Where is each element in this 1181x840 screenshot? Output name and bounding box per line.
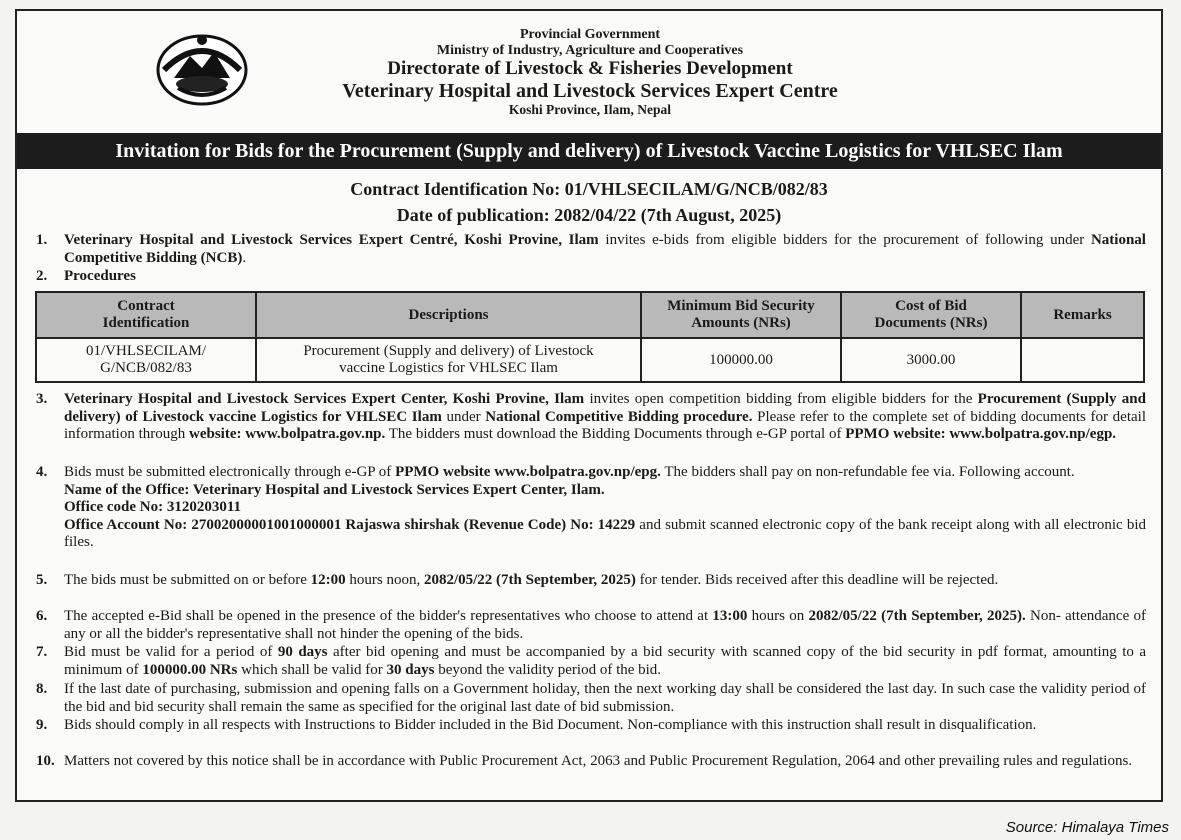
item-number: 6. xyxy=(36,608,48,624)
item-bold: 30 days xyxy=(386,661,435,678)
item-bold: website: www.bolpatra.gov.np. xyxy=(188,426,386,442)
item-3 xyxy=(36,391,1146,444)
item-number: 1. xyxy=(36,232,48,248)
item-text: . xyxy=(242,249,247,266)
item-text: which shall be valid for xyxy=(237,661,387,678)
item-text: The bids must be submitted on or before xyxy=(64,572,311,588)
item-bold: 100000.00 NRs xyxy=(142,661,238,678)
item-text: Non- attendance of any or all the bidder's representative shall not hinder the opening of the bids. xyxy=(64,608,1146,642)
item-text: The bidders must download the Bidding Documents through e-GP portal of xyxy=(385,426,846,442)
item-number: 9. xyxy=(36,717,48,733)
item-bold: National Competitive Bidding (NCB) xyxy=(64,232,1146,266)
header-line-2: Ministry of Industry, Agriculture and Cooperatives xyxy=(436,42,744,58)
table-row xyxy=(36,338,1144,382)
item-number: 4. xyxy=(36,464,48,480)
item-bold: PPMO website: www.bolpatra.gov.np/egp. xyxy=(845,426,1117,442)
item-text: beyond the validity period of the bid. xyxy=(434,661,662,678)
item-bold: PPMO website www.bolpatra.gov.np/epg. xyxy=(395,464,661,480)
item-number: 7. xyxy=(36,644,48,660)
item-text: Bid must be valid for a period of xyxy=(64,644,278,660)
header-bid-security: Minimum Bid Security Amounts (NRs) xyxy=(641,292,841,338)
item-9 xyxy=(36,717,1146,735)
header-cost: Cost of Bid Documents (NRs) xyxy=(841,292,1021,338)
header-line-5: Koshi Province, Ilam, Nepal xyxy=(508,102,672,117)
item-text: hours on xyxy=(747,608,809,624)
cell-contract-id: 01/VHLSECILAM/ G/NCB/082/83 xyxy=(36,338,256,382)
office-account: Office Account No: 27002000001001000001 Rajaswa shirshak (Revenue Code) No: 14229 xyxy=(64,516,636,533)
procedures-table xyxy=(35,291,1145,383)
item-bold: 12:00 xyxy=(310,572,346,588)
item-text: hours noon, xyxy=(345,572,424,588)
header-line-3: Directorate of Livestock & Fisheries Development xyxy=(387,58,793,80)
header-descriptions: Descriptions xyxy=(256,292,641,338)
header-remarks: Remarks xyxy=(1021,292,1144,338)
cell-remarks xyxy=(1021,338,1144,382)
item-text: The accepted e-Bid shall be opened in the presence of the bidder's representatives who choose to attend at xyxy=(64,608,713,624)
item-6 xyxy=(36,608,1146,643)
item-bold: Veterinary Hospital and Livestock Services Expert Centré, Koshi Provine, Ilam xyxy=(64,232,599,248)
cell-description: Procurement (Supply and delivery) of Livestock vaccine Logistics for VHLSEC Ilam xyxy=(256,338,641,382)
letterhead xyxy=(250,27,930,117)
item-text: Bids should comply in all respects with Instructions to Bidder included in the Bid Document. Non-compliance with this instruction shall result in disqualification. xyxy=(64,717,1037,733)
table-header-row xyxy=(36,292,1144,338)
header-contract-id: Contract Identification xyxy=(36,292,256,338)
header-line-1: Provincial Government xyxy=(519,27,661,42)
item-bold: 2082/05/22 (7th September, 2025). xyxy=(808,608,1026,624)
item-7 xyxy=(36,644,1146,679)
item-bold: 2082/05/22 (7th September, 2025) xyxy=(423,572,636,588)
item-bold: National Competitive Bidding procedure. xyxy=(485,408,753,425)
item-text: Matters not covered by this notice shall be in accordance with Public Procurement Act, 2063 and Public Procurement Regulation, 2064 and other prevailing rules and regulations. xyxy=(64,753,1133,769)
source-credit: Source: Himalaya Times xyxy=(1005,819,1169,836)
item-text: for tender. Bids received after this deadline will be rejected. xyxy=(635,572,999,588)
item-bold: 90 days xyxy=(277,644,328,660)
item-4 xyxy=(36,464,1146,552)
item-10 xyxy=(36,753,1146,771)
item-text: The bidders shall pay on non-refundable fee via. Following account. xyxy=(660,464,1075,480)
item-bold: 13:00 xyxy=(712,608,748,624)
item-number: 3. xyxy=(36,391,48,407)
item-number: 10. xyxy=(36,753,55,769)
item-text: If the last date of purchasing, submission and opening falls on a Government holiday, then the next working day shall be considered the last day. In such case the validity period of the bid and bid security shall remain the same as specified for the original last date of bid submission. xyxy=(64,681,1146,715)
item-2 xyxy=(36,268,1146,286)
item-number: 8. xyxy=(36,681,48,697)
item-number: 2. xyxy=(36,268,48,284)
item-text: Please refer to the complete set of bidding documents for detail information through xyxy=(64,408,1146,442)
contract-id: Contract Identification No: 01/VHLSECILAM/G/NCB/082/83 xyxy=(350,179,828,199)
item-5 xyxy=(36,572,1146,590)
item-text: under xyxy=(441,408,486,425)
publication-date: Date of publication: 2082/04/22 (7th August, 2025) xyxy=(396,205,782,225)
item-text: invites e-bids from eligible bidders for the procurement of following under xyxy=(598,232,1091,248)
item-bold: Procurement (Supply and delivery) of Livestock vaccine Logistics for VHLSEC Ilam xyxy=(64,391,1146,425)
cell-cost: 3000.00 xyxy=(841,338,1021,382)
office-code: Office code No: 3120203011 xyxy=(64,499,242,515)
item-text: invites open competition bidding from eligible bidders for the xyxy=(584,391,978,407)
item-1 xyxy=(36,232,1146,267)
office-name: Name of the Office: Veterinary Hospital and Livestock Services Expert Center, Ilam. xyxy=(64,481,605,498)
government-emblem xyxy=(156,26,248,106)
item-number: 5. xyxy=(36,572,48,588)
item-text: after bid opening and must be accompanied by a bid security with scanned copy of the bid security in pdf format, amounting to a minimum of xyxy=(64,644,1147,678)
item-bold: Veterinary Hospital and Livestock Services Expert Center, Koshi Provine, Ilam xyxy=(64,391,585,407)
item-bold: Procedures xyxy=(64,268,136,284)
cell-bid-security: 100000.00 xyxy=(641,338,841,382)
item-text: Bids must be submitted electronically through e-GP of xyxy=(64,464,396,480)
item-text: and submit scanned electronic copy of the bank receipt along with all electronic bid files. xyxy=(64,516,1146,550)
item-8 xyxy=(36,681,1146,716)
notice-title-banner: Invitation for Bids for the Procurement (Supply and delivery) of Livestock Vaccine Logistics for VHLSEC Ilam xyxy=(17,133,1161,169)
contract-block xyxy=(17,176,1161,228)
header-line-4: Veterinary Hospital and Livestock Services Expert Centre xyxy=(342,79,838,102)
